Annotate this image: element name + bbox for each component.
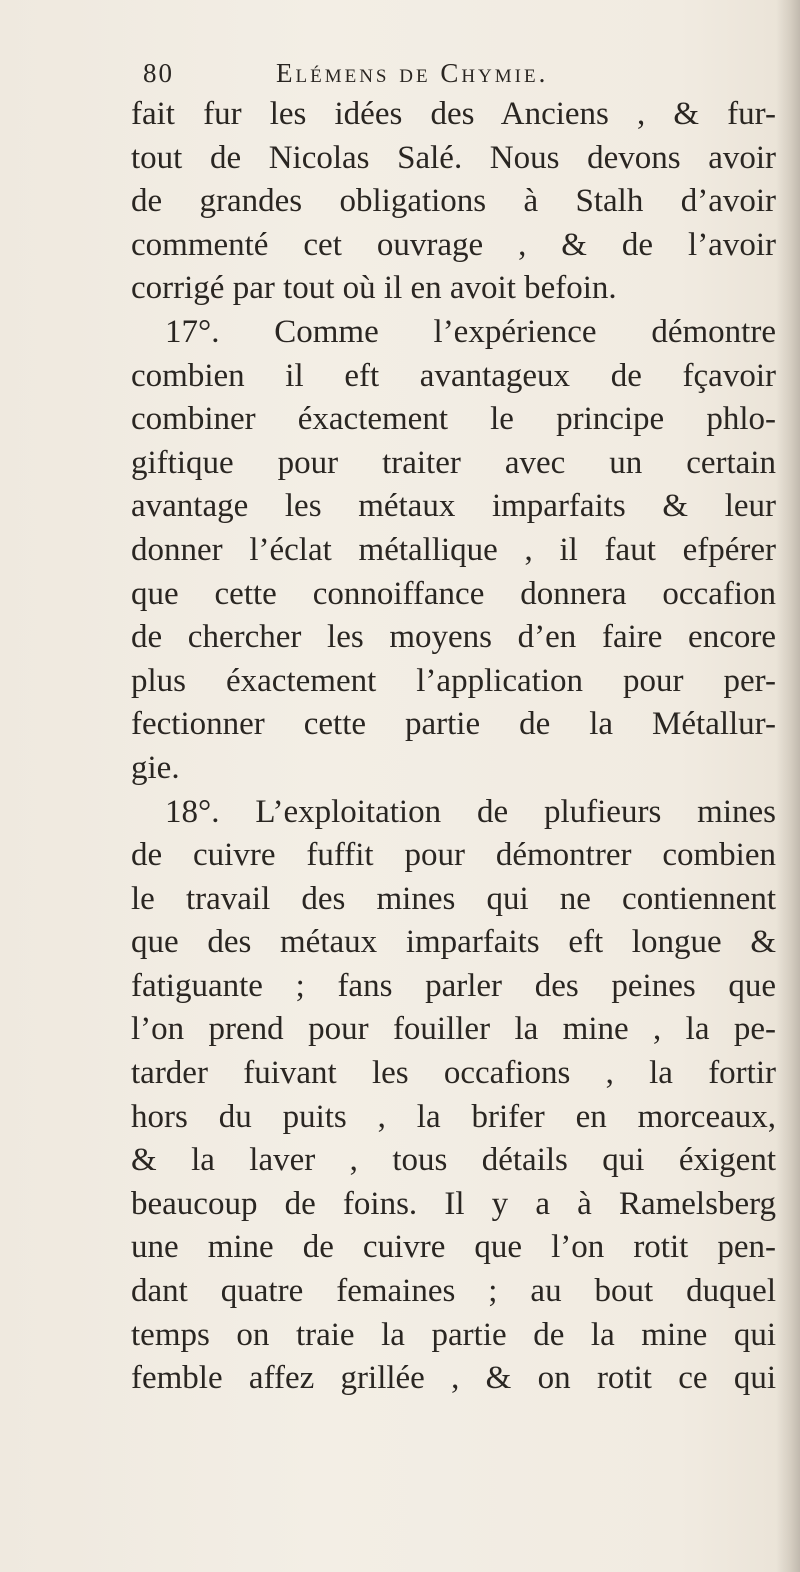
text-line: beaucoup de foins. Il y a à Ramelsberg bbox=[131, 1185, 776, 1222]
text-line: avantage les métaux imparfaits & leur bbox=[131, 488, 776, 525]
text-line: une mine de cuivre que l’on rotit pen- bbox=[131, 1229, 776, 1266]
text-line: tout de Nicolas Salé. Nous devons avoir bbox=[131, 139, 776, 176]
text-line: donner l’éclat métallique , il faut efpérer bbox=[131, 531, 776, 568]
text-line: fait fur les idées des Anciens , & fur- bbox=[131, 96, 776, 132]
text-line: temps on traie la partie de la mine qui bbox=[131, 1316, 776, 1353]
text-line: le travail des mines qui ne contiennent bbox=[131, 880, 776, 917]
page-number: 80 bbox=[143, 58, 174, 88]
running-head bbox=[143, 58, 703, 94]
text-line: plus éxactement l’application pour per- bbox=[131, 662, 776, 699]
text-line: femble affez grillée , & on rotit ce qui bbox=[131, 1360, 776, 1397]
text-line: que cette connoiffance donnera occafion bbox=[131, 575, 776, 612]
text-line: tarder fuivant les occafions , la fortir bbox=[131, 1055, 776, 1092]
body-text bbox=[131, 93, 776, 1401]
text-line: corrigé par tout où il en avoit befoin. bbox=[131, 270, 617, 307]
text-line: fatiguante ; fans parler des peines que bbox=[131, 967, 776, 1004]
text-line: dant quatre femaines ; au bout duquel bbox=[131, 1273, 776, 1310]
text-line: giftique pour traiter avec un certain bbox=[131, 444, 776, 481]
text-line: gie. bbox=[131, 749, 180, 786]
text-line: fectionner cette partie de la Métallur- bbox=[131, 706, 776, 743]
text-line: de cuivre fuffit pour démontrer combien bbox=[131, 837, 776, 874]
running-title: Elémens de Chymie. bbox=[276, 58, 549, 88]
page-gutter-shadow bbox=[776, 0, 800, 1572]
text-line: combiner éxactement le principe phlo- bbox=[131, 401, 776, 438]
text-line: combien il eft avantageux de fçavoir bbox=[131, 357, 776, 394]
text-line: 17°. Comme l’expérience démontre bbox=[165, 313, 776, 350]
text-line: que des métaux imparfaits eft longue & bbox=[131, 924, 776, 961]
text-line: & la laver , tous détails qui éxigent bbox=[131, 1142, 776, 1179]
text-line: de chercher les moyens d’en faire encore bbox=[131, 619, 776, 656]
text-line: l’on prend pour fouiller la mine , la pe- bbox=[131, 1011, 776, 1048]
text-line: de grandes obligations à Stalh d’avoir bbox=[131, 183, 776, 220]
text-line: commenté cet ouvrage , & de l’avoir bbox=[131, 226, 776, 263]
text-line: hors du puits , la brifer en morceaux, bbox=[131, 1098, 776, 1135]
text-line: 18°. L’exploitation de plufieurs mines bbox=[165, 793, 776, 830]
